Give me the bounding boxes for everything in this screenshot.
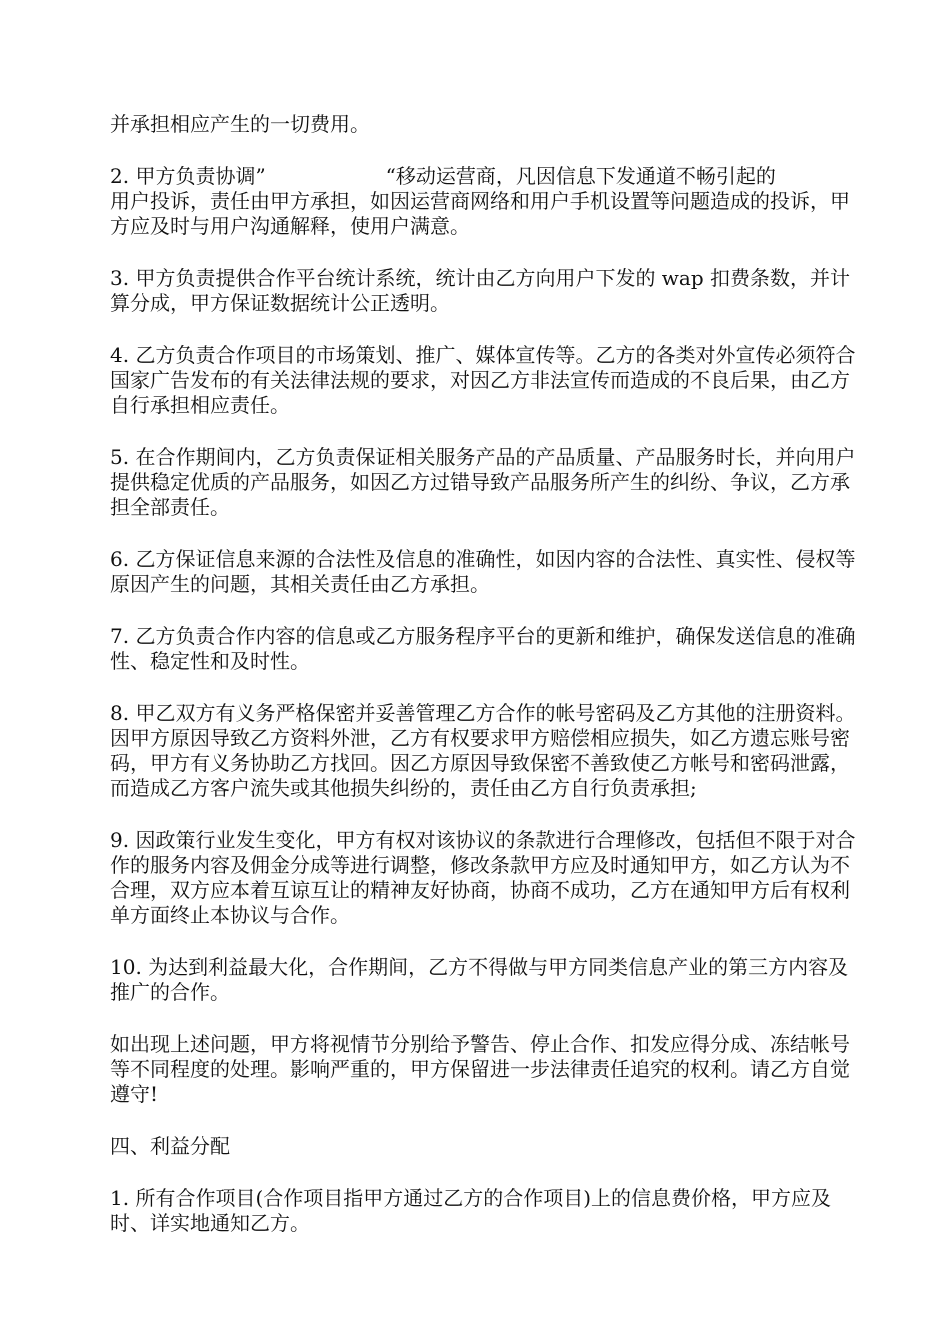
document-page [110,112,862,1236]
item-2-text-rest: 用户投诉，责任由甲方承担，如因运营商网络和用户手机设置等问题造成的投诉，甲方应及时与用户沟通解释，使用户满意。 [110,189,850,238]
paragraph-profit-item-1: 1. 所有合作项目(合作项目指甲方通过乙方的合作项目)上的信息费价格，甲方应及时、详实地通知乙方。 [110,1186,832,1235]
paragraph-item-8: 8. 甲乙双方有义务严格保密并妥善管理乙方合作的帐号密码及乙方其他的注册资料。因甲方原因导致乙方资料外泄，乙方有权要求甲方赔偿相应损失，如乙方遗忘账号密码，甲方有义务协助乙方找回。因乙方原因导致保密不善致使乙方帐号和密码泄露，而造成乙方客户流失或其他损失纠纷的，责任由乙方自行负责承担; [110,701,856,800]
item-2-text-continue: “移动运营商，凡因信息下发通道不畅引起的 [385,164,776,188]
paragraph-item-7: 7. 乙方负责合作内容的信息或乙方服务程序平台的更新和维护，确保发送信息的准确性、稳定性和及时性。 [110,624,856,673]
paragraph-item-9: 9. 因政策行业发生变化，甲方有权对该协议的条款进行合理修改，包括但不限于对合作的服务内容及佣金分成等进行调整，修改条款甲方应及时通知甲方，如乙方认为不合理，双方应本着互谅互让的精神友好协商，协商不成功，乙方在通知甲方后有权利单方面终止本协议与合作。 [110,828,856,927]
paragraph-item-2 [110,164,862,239]
paragraph-item-6: 6. 乙方保证信息来源的合法性及信息的准确性，如因内容的合法性、真实性、侵权等原因产生的问题，其相关责任由乙方承担。 [110,547,856,596]
section-heading-profit-distribution: 四、利益分配 [110,1134,230,1158]
paragraph-item-4: 4. 乙方负责合作项目的市场策划、推广、媒体宣传等。乙方的各类对外宣传必须符合国家广告发布的有关法律法规的要求，对因乙方非法宣传而造成的不良后果，由乙方自行承担相应责任。 [110,343,856,417]
item-2-text-start: 2. 甲方负责协调” [110,164,266,188]
paragraph-penalty-notice: 如出现上述问题，甲方将视情节分别给予警告、停止合作、扣发应得分成、冻结帐号等不同程度的处理。影响严重的，甲方保留进一步法律责任追究的权利。请乙方自觉遵守! [110,1032,850,1106]
paragraph-continuation: 并承担相应产生的一切费用。 [110,112,370,136]
paragraph-item-3: 3. 甲方负责提供合作平台统计系统，统计由乙方向用户下发的 wap 扣费条数，并计算分成，甲方保证数据统计公正透明。 [110,266,850,315]
paragraph-item-10: 10. 为达到利益最大化，合作期间，乙方不得做与甲方同类信息产业的第三方内容及推广的合作。 [110,955,849,1004]
paragraph-item-5: 5. 在合作期间内，乙方负责保证相关服务产品的产品质量、产品服务时长，并向用户提供稳定优质的产品服务，如因乙方过错导致产品服务所产生的纠纷、争议，乙方承担全部责任。 [110,445,856,519]
